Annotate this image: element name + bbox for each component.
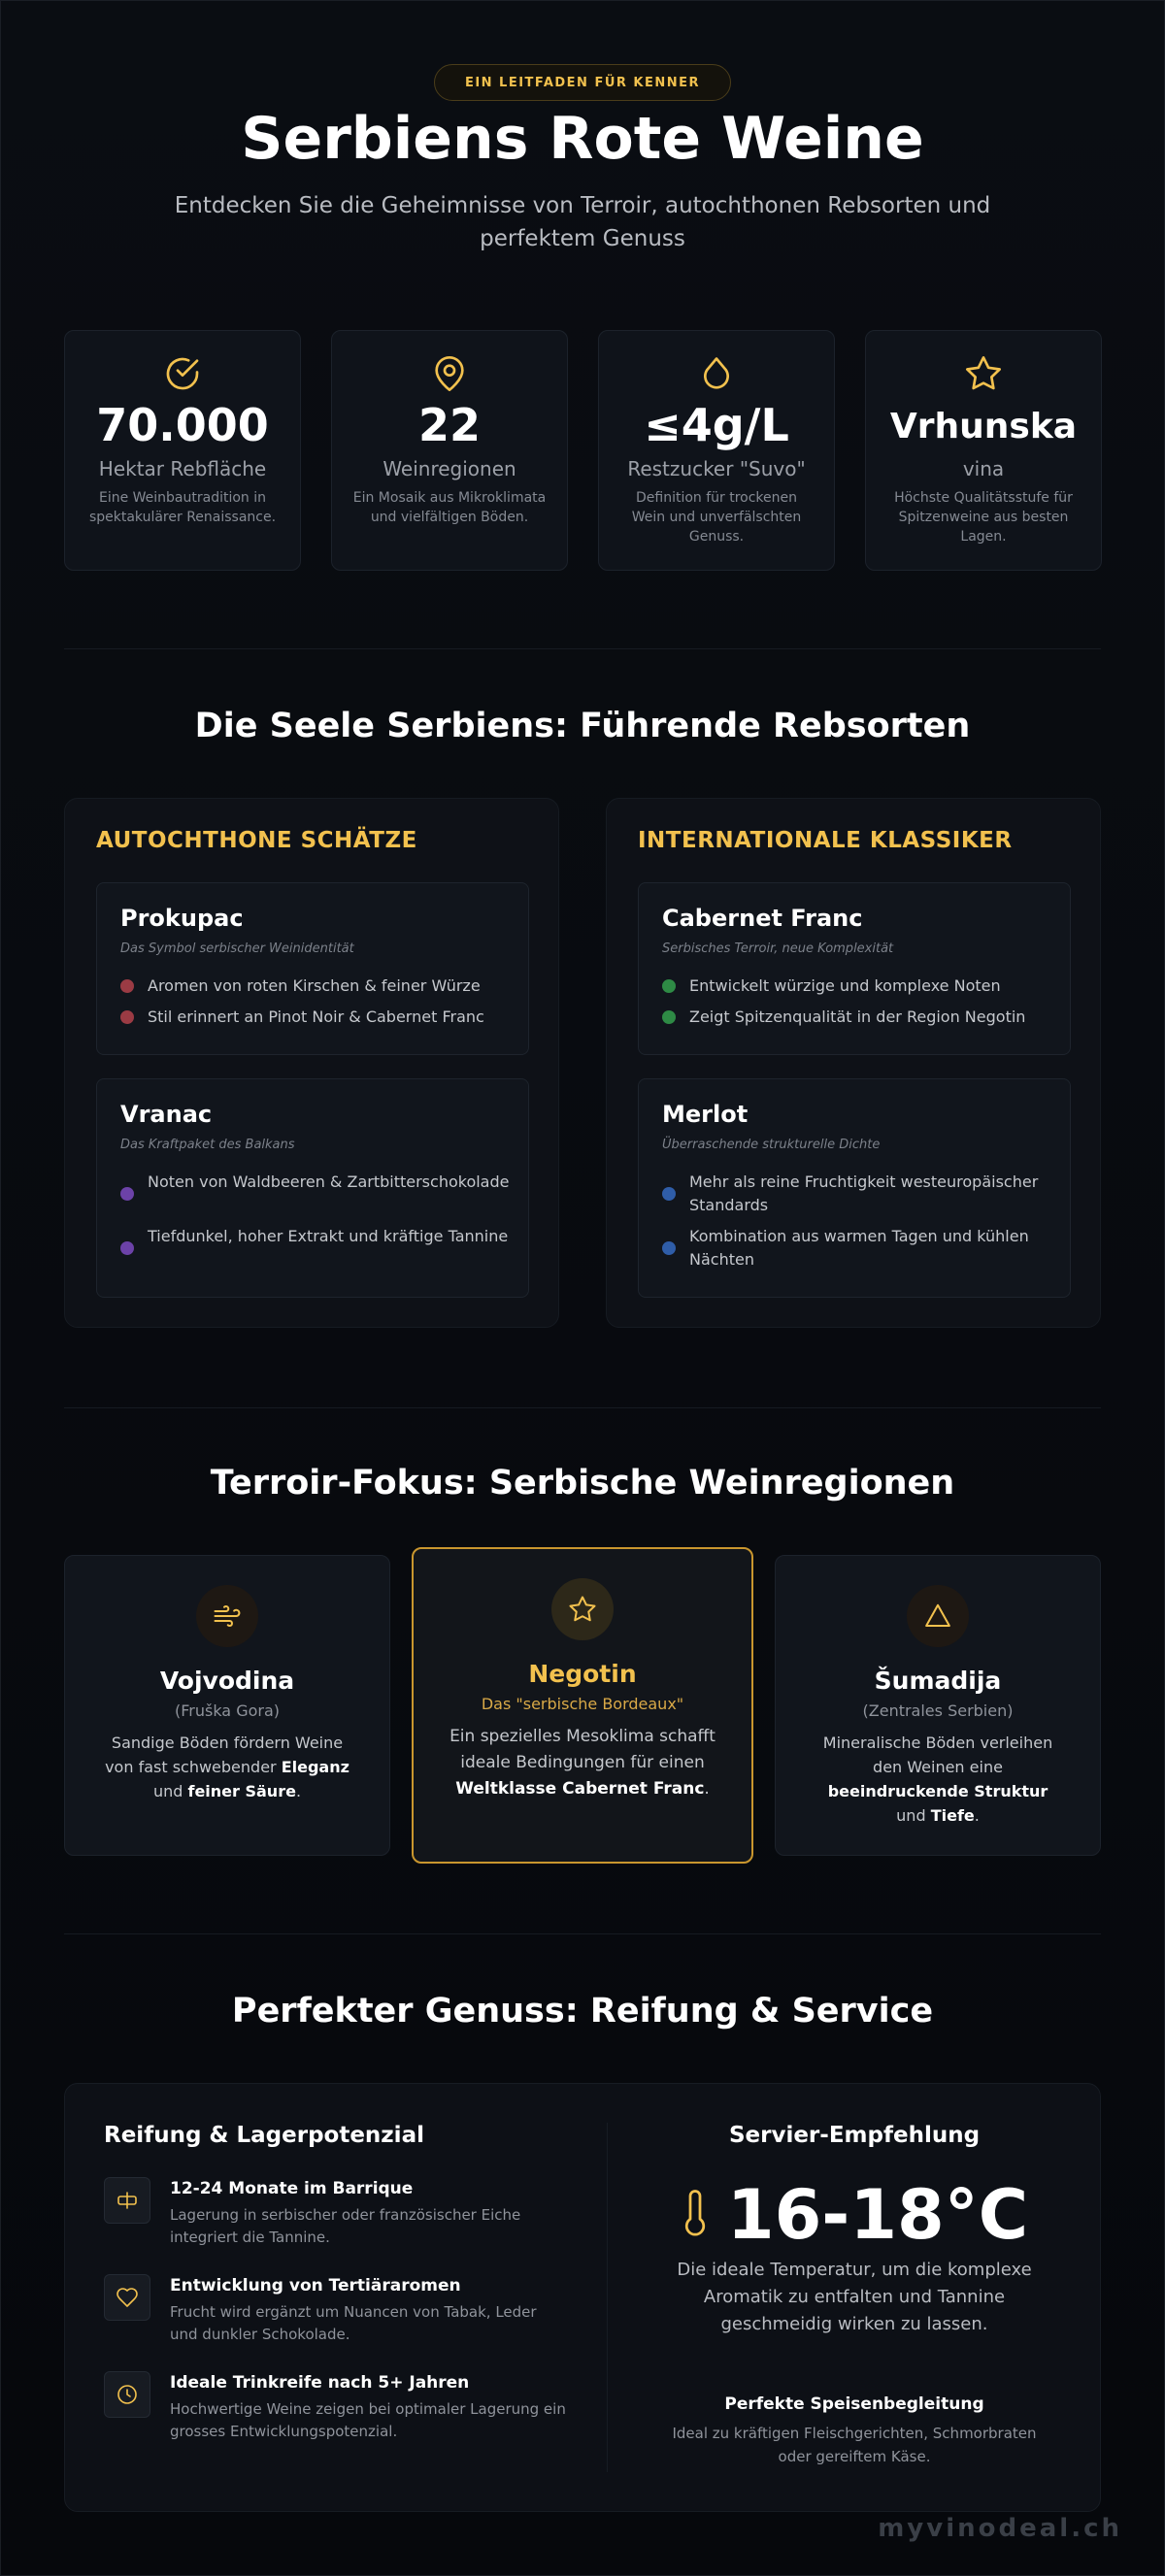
heart-icon <box>104 2274 150 2321</box>
grape-point: Mehr als reine Fruchtigkeit westeuropäischer Standards <box>662 1171 1054 1217</box>
step-title: Ideale Trinkreife nach 5+ Jahren <box>170 2373 470 2393</box>
grape-card-cabernet-franc <box>638 882 1071 1055</box>
map-pin-icon <box>332 354 567 393</box>
grape-point: Zeigt Spitzenqualität in der Region Negotin <box>662 1006 1054 1029</box>
food-pairing-title: Perfekte Speisenbegleitung <box>724 2394 984 2414</box>
bullet-dot <box>662 1187 676 1201</box>
stat-card-sugar <box>598 330 835 571</box>
grape-card-merlot <box>638 1078 1071 1298</box>
temperature-description: Die ideale Temperatur, um die komplexe Aromatik zu entfalten und Tannine geschmeidig wirken zu lassen. <box>677 2260 1032 2334</box>
step-title: 12-24 Monate im Barrique <box>170 2179 414 2198</box>
panel-autochthonous <box>64 798 559 1328</box>
grapes-heading: Die Seele Serbiens: Führende Rebsorten <box>194 707 971 745</box>
step-description: Frucht wird ergänzt um Nuancen von Tabak, Leder und dunkler Schokolade. <box>170 2303 537 2343</box>
grape-point: Tiefdunkel, hoher Extrakt und kräftige Tannine <box>120 1225 513 1248</box>
grape-point: Noten von Waldbeeren & Zartbitterschokolade <box>120 1171 513 1194</box>
region-description: Mineralische Böden verleihen den Weinen eine beeindruckende Struktur und Tiefe. <box>822 1734 1053 1825</box>
aging-step <box>104 2274 570 2352</box>
stat-label: Weinregionen <box>383 457 516 480</box>
stat-value: 22 <box>417 399 481 451</box>
serving-title: Servier-Empfehlung <box>728 2123 981 2148</box>
aging-title: Reifung & Lagerpotenzial <box>104 2123 424 2148</box>
panel-title: AUTOCHTHONE SCHÄTZE <box>96 828 417 853</box>
bullet-dot <box>662 979 676 993</box>
stat-label: Hektar Rebfläche <box>98 457 267 480</box>
region-description: Ein spezielles Mesoklima schafft ideale Bedingungen für einen Weltklasse Cabernet Franc. <box>449 1727 716 1799</box>
step-description: Hochwertige Weine zeigen bei optimaler Lagerung ein grosses Entwicklungspotenzial. <box>170 2400 566 2440</box>
grape-card-vranac <box>96 1078 529 1298</box>
bullet-dot <box>120 1187 134 1201</box>
grape-subtitle: Das Symbol serbischer Weinidentität <box>120 941 354 956</box>
stat-label: Restzucker "Suvo" <box>627 457 806 480</box>
wind-icon <box>196 1585 258 1647</box>
panel-title: INTERNATIONALE KLASSIKER <box>638 828 1013 853</box>
grape-name: Prokupac <box>120 905 244 932</box>
stat-description: Eine Weinbautradition in spektakulärer Renaissance. <box>88 490 277 525</box>
star-icon <box>866 354 1101 393</box>
star-icon <box>551 1578 614 1640</box>
food-pairing-description: Ideal zu kräftigen Fleischgerichten, Schmorbraten oder gereiftem Käse. <box>672 2425 1037 2465</box>
page-subtitle: Entdecken Sie die Geheimnisse von Terroir, autochthonen Rebsorten und perfektem Genuss <box>174 193 991 251</box>
bullet-dot <box>120 1241 134 1255</box>
grape-name: Vranac <box>120 1101 213 1128</box>
grape-point: Kombination aus warmen Tagen und kühlen Nächten <box>662 1225 1054 1271</box>
panel-international <box>606 798 1101 1328</box>
stat-value: Vrhunska <box>889 407 1078 446</box>
watermark: myvinodeal.ch <box>878 2514 1122 2543</box>
section-divider <box>64 1933 1101 1934</box>
aging-step <box>104 2177 570 2255</box>
region-description: Sandige Böden fördern Weine von fast schwebender Eleganz und feiner Säure. <box>105 1734 350 1800</box>
region-name: Vojvodina <box>159 1667 295 1695</box>
check-circle-icon <box>65 354 300 393</box>
step-title: Entwicklung von Tertiäraromen <box>170 2276 461 2295</box>
thermometer-icon <box>681 2189 710 2241</box>
stat-card-regions <box>331 330 568 571</box>
stat-description: Höchste Qualitätsstufe für Spitzenweine aus besten Lagen. <box>894 490 1073 545</box>
aging-step <box>104 2371 570 2449</box>
grape-subtitle: Das Kraftpaket des Balkans <box>120 1138 295 1152</box>
region-name: Negotin <box>528 1660 637 1688</box>
section-divider <box>64 1407 1101 1408</box>
region-subtitle: (Fruška Gora) <box>174 1701 281 1720</box>
step-description: Lagerung in serbischer oder französischer Eiche integriert die Tannine. <box>170 2206 521 2246</box>
stat-card-area <box>64 330 301 571</box>
service-heading: Perfekter Genuss: Reifung & Service <box>231 1992 934 2031</box>
bullet-dot <box>662 1241 676 1255</box>
region-name: Šumadija <box>874 1667 1002 1695</box>
droplet-icon <box>599 354 834 393</box>
bullet-dot <box>120 979 134 993</box>
grape-point: Stil erinnert an Pinot Noir & Cabernet Franc <box>120 1006 513 1029</box>
stat-description: Definition für trockenen Wein und unverfälschten Genuss. <box>631 490 802 545</box>
page-title: Serbiens Rote Weine <box>241 105 924 173</box>
stat-value: ≤4g/L <box>644 399 789 451</box>
section-divider <box>64 648 1101 649</box>
clock-icon <box>104 2371 150 2418</box>
guide-badge: EIN LEITFADEN FÜR KENNER <box>434 64 731 101</box>
bullet-dot <box>120 1010 134 1024</box>
stat-description: Ein Mosaik aus Mikroklimata und vielfältigen Böden. <box>352 490 547 525</box>
grape-card-prokupac <box>96 882 529 1055</box>
region-card-sumadija <box>775 1555 1101 1856</box>
stat-value: 70.000 <box>96 399 269 451</box>
regions-heading: Terroir-Fokus: Serbische Weinregionen <box>210 1464 955 1503</box>
serving-column <box>607 2084 1102 2513</box>
region-card-vojvodina <box>64 1555 390 1856</box>
stat-card-quality <box>865 330 1102 571</box>
grape-point: Aromen von roten Kirschen & feiner Würze <box>120 974 513 998</box>
grape-point: Entwickelt würzige und komplexe Noten <box>662 974 1054 998</box>
bullet-dot <box>662 1010 676 1024</box>
barrel-icon <box>104 2177 150 2224</box>
triangle-icon <box>907 1585 969 1647</box>
grape-subtitle: Serbisches Terroir, neue Komplexität <box>662 941 894 956</box>
stat-label: vina <box>962 457 1005 480</box>
region-subtitle: Das "serbische Bordeaux" <box>481 1695 684 1713</box>
temperature-value: 16-18°C <box>726 2175 1029 2255</box>
temperature-display <box>607 2175 1102 2255</box>
service-panel <box>64 2083 1101 2512</box>
grape-name: Cabernet Franc <box>662 905 863 932</box>
region-card-negotin <box>412 1547 753 1864</box>
region-subtitle: (Zentrales Serbien) <box>862 1701 1014 1720</box>
grape-name: Merlot <box>662 1101 749 1128</box>
grape-subtitle: Überraschende strukturelle Dichte <box>662 1138 881 1152</box>
